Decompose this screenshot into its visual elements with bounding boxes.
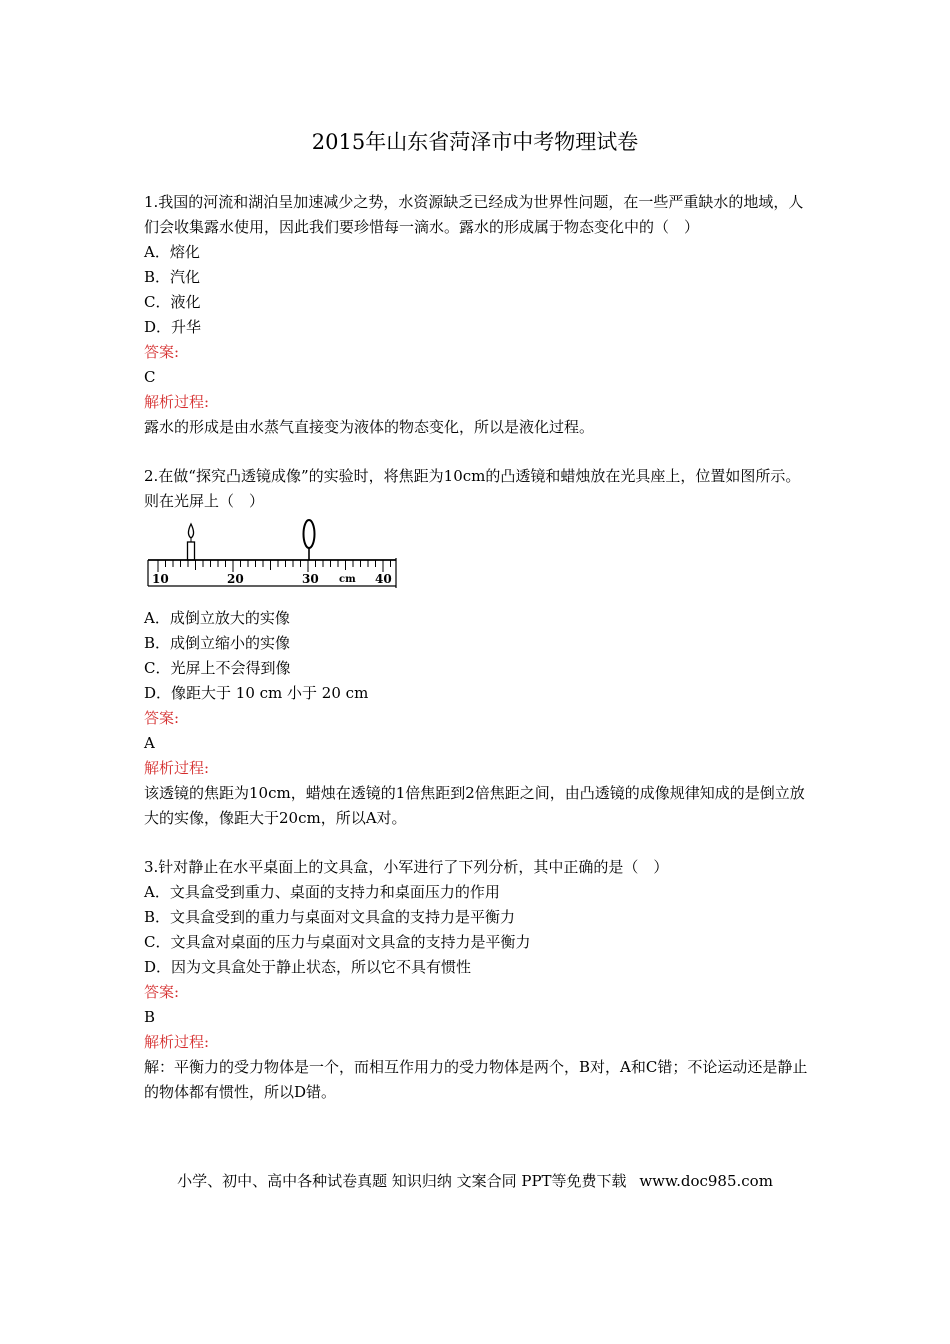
exam-content	[144, 190, 809, 1105]
option-b: B．文具盒受到的重力与桌面对文具盒的支持力是平衡力	[144, 908, 516, 926]
question-1	[144, 190, 809, 440]
answer-label: 答案:	[144, 343, 180, 361]
option-b: B．汽化	[144, 268, 201, 286]
question-stem: 3.针对静止在水平桌面上的文具盒，小军进行了下列分析，其中正确的是（ ）	[144, 858, 669, 876]
explanation-label: 解析过程:	[144, 759, 210, 777]
answer-value: C	[144, 368, 156, 386]
answer-value: B	[144, 1008, 156, 1026]
answer-label: 答案:	[144, 709, 180, 727]
explanation-label: 解析过程:	[144, 1033, 210, 1051]
tick-label: 10	[152, 572, 169, 586]
explanation-text: 该透镜的焦距为10cm，蜡烛在透镜的1倍焦距到2倍焦距之间，由凸透镜的成像规律知成的是倒立放大的实像，像距大于20cm，所以A对。	[144, 784, 805, 827]
tick-label: 30	[302, 572, 319, 586]
option-a: A．熔化	[144, 243, 200, 261]
optical-bench-figure	[144, 518, 809, 596]
question-3	[144, 855, 809, 1105]
footer-text: 小学、初中、高中各种试卷真题 知识归纳 文案合同 PPT等免费下载	[177, 1172, 627, 1190]
unit-label: cm	[339, 574, 356, 585]
optical-bench-diagram	[144, 518, 404, 596]
option-c: C．文具盒对桌面的压力与桌面对文具盒的支持力是平衡力	[144, 933, 531, 951]
option-a: A．文具盒受到重力、桌面的支持力和桌面压力的作用	[144, 883, 500, 901]
footer-url[interactable]: www.doc985.com	[639, 1172, 773, 1190]
page-title: 2015年山东省菏泽市中考物理试卷	[311, 130, 639, 154]
question-2	[144, 464, 809, 831]
candle-icon	[188, 524, 195, 560]
lens-icon	[304, 520, 315, 560]
option-c: C．液化	[144, 293, 201, 311]
explanation-label: 解析过程:	[144, 393, 210, 411]
explanation-text: 解：平衡力的受力物体是一个，而相互作用力的受力物体是两个，B对，A和C错；不论运动还是静止的物体都有惯性，所以D错。	[144, 1058, 808, 1101]
option-c: C．光屏上不会得到像	[144, 659, 291, 677]
answer-label: 答案:	[144, 983, 180, 1001]
question-stem: 1.我国的河流和湖泊呈加速减少之势，水资源缺乏已经成为世界性问题，在一些严重缺水的地域，人们会收集露水使用，因此我们要珍惜每一滴水。露水的形成属于物态变化中的（ ）	[144, 193, 804, 236]
tick-label: 40	[375, 572, 392, 586]
option-d: D．因为文具盒处于静止状态，所以它不具有惯性	[144, 958, 472, 976]
option-d: D．升华	[144, 318, 202, 336]
page-footer	[0, 1170, 950, 1192]
option-b: B．成倒立缩小的实像	[144, 634, 291, 652]
question-stem: 2.在做“探究凸透镜成像”的实验时，将焦距为10cm的凸透镜和蜡烛放在光具座上，位置如图所示。则在光屏上（ ）	[144, 467, 801, 510]
tick-label: 20	[227, 572, 244, 586]
explanation-text: 露水的形成是由水蒸气直接变为液体的物态变化，所以是液化过程。	[144, 418, 595, 436]
option-a: A．成倒立放大的实像	[144, 609, 290, 627]
option-d: D．像距大于 10 cm 小于 20 cm	[144, 684, 369, 702]
bench-scale	[148, 558, 396, 588]
answer-value: A	[144, 734, 155, 752]
